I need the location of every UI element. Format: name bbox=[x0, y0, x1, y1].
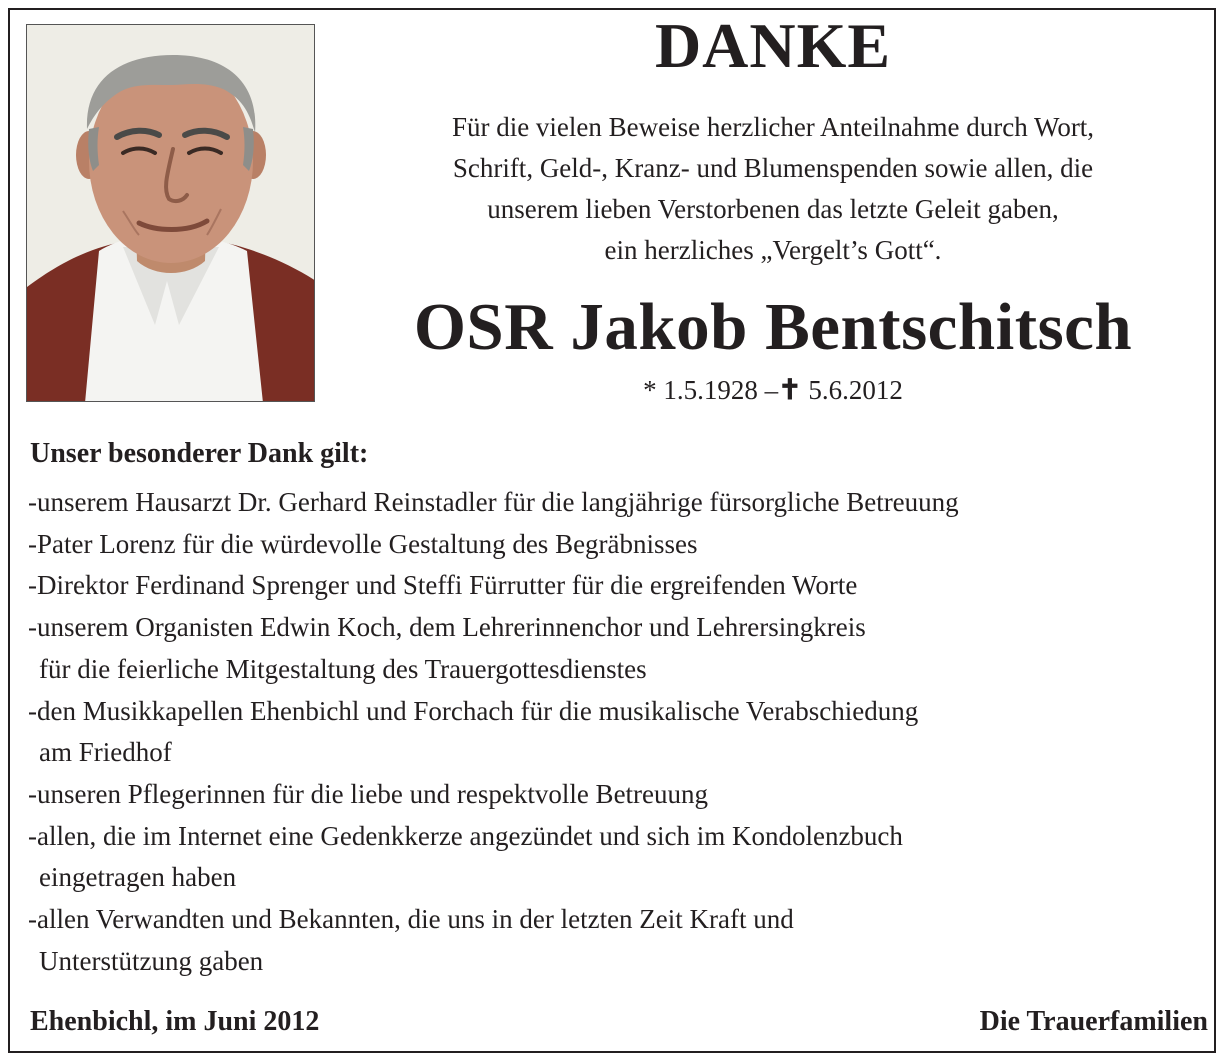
thanks-line: -Direktor Ferdinand Sprenger und Steffi Fürrutter für die ergreifenden Worte bbox=[28, 570, 858, 601]
thanks-line-continuation: eingetragen haben bbox=[39, 862, 237, 893]
portrait-photo bbox=[26, 24, 315, 402]
thanks-line: -Pater Lorenz für die würdevolle Gestaltung des Begräbnisses bbox=[28, 528, 698, 559]
thanks-line-continuation: Unterstützung gaben bbox=[39, 945, 264, 976]
thanks-line: -unseren Pflegerinnen für die liebe und respektvolle Betreuung bbox=[28, 778, 709, 809]
death-date: 5.6.2012 bbox=[808, 375, 903, 405]
intro-text bbox=[330, 107, 1216, 271]
birth-date: * 1.5.1928 – bbox=[643, 375, 779, 405]
thanks-list bbox=[28, 482, 1208, 982]
thanks-line-continuation: für die feierliche Mitgestaltung des Trauergottesdienstes bbox=[39, 653, 647, 684]
thanks-line: -unserem Organisten Edwin Koch, dem Lehrerinnenchor und Lehrersingkreis bbox=[28, 612, 866, 643]
deceased-name: OSR Jakob Bentschitsch bbox=[413, 290, 1133, 364]
signature: Die Trauerfamilien bbox=[979, 1006, 1208, 1037]
place-and-date: Ehenbichl, im Juni 2012 bbox=[30, 1006, 320, 1037]
thanks-line: -allen, die im Internet eine Gedenkkerze angezündet und sich im Kondolenzbuch bbox=[28, 820, 903, 851]
life-dates bbox=[330, 372, 1216, 409]
thanks-line: -unserem Hausarzt Dr. Gerhard Reinstadler für die langjährige fürsorgliche Betreuung bbox=[28, 487, 959, 517]
thanks-line: -den Musikkapellen Ehenbichl und Forchach für die musikalische Verabschiedung bbox=[28, 695, 919, 726]
cross-icon: ✝ bbox=[778, 375, 802, 406]
intro-line: Für die vielen Beweise herzlicher Anteilnahme durch Wort, bbox=[451, 112, 1095, 142]
intro-line: unserem lieben Verstorbenen das letzte Geleit gaben, bbox=[487, 194, 1059, 224]
page-title: DANKE bbox=[654, 10, 892, 81]
thanks-line: -allen Verwandten und Bekannten, die uns in der letzten Zeit Kraft und bbox=[28, 904, 794, 935]
thanks-line-continuation: am Friedhof bbox=[39, 737, 172, 768]
thanks-heading: Unser besonderer Dank gilt: bbox=[30, 438, 369, 469]
intro-line: ein herzliches „Vergelt’s Gott“. bbox=[604, 235, 942, 265]
intro-line: Schrift, Geld-, Kranz- und Blumenspenden sowie allen, die bbox=[452, 153, 1094, 183]
